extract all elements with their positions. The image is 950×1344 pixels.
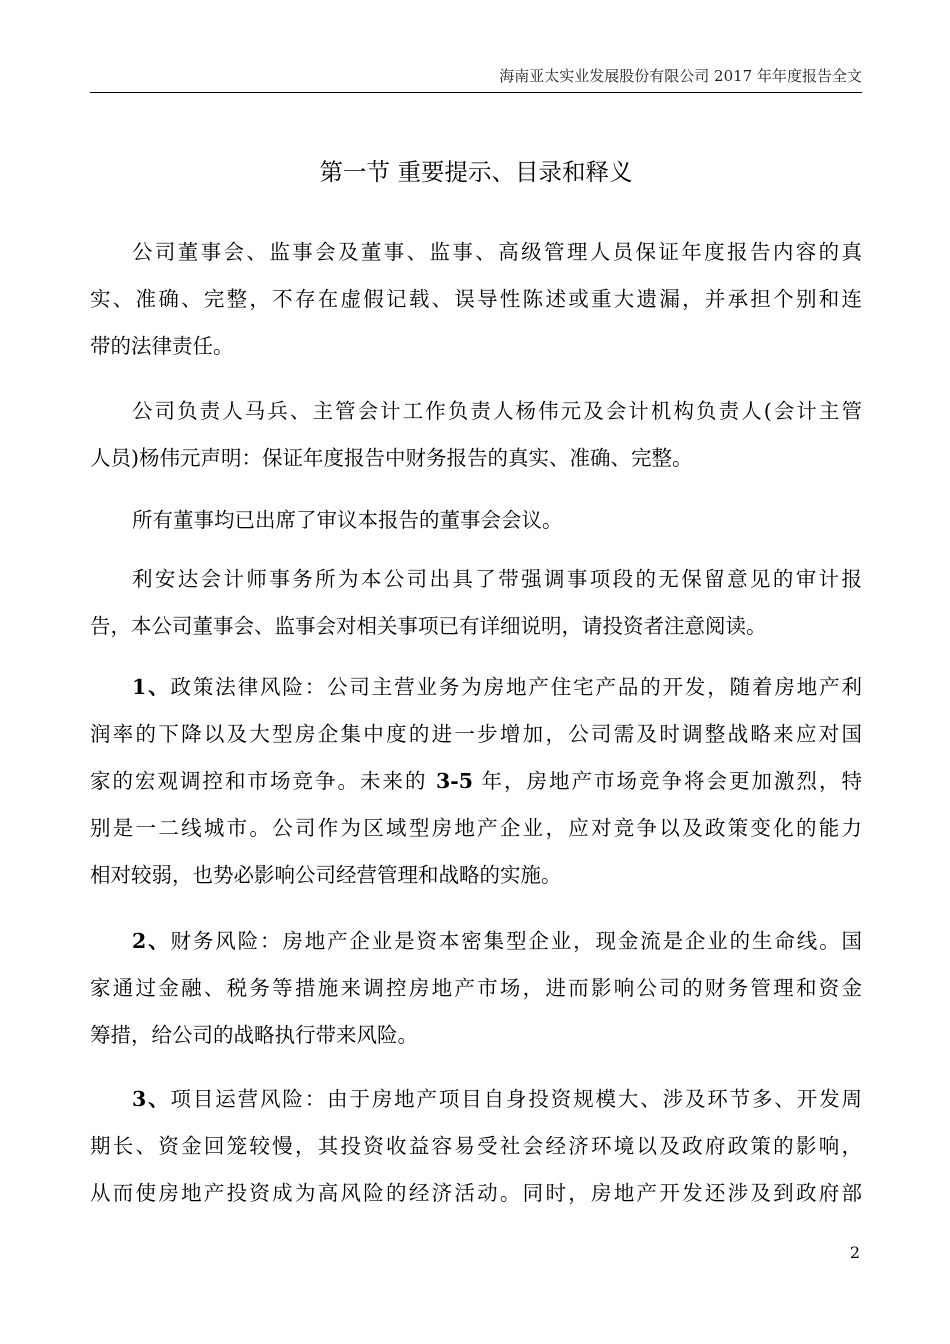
text-line: 实、准确、完整，不存在虚假记载、误导性陈述或重大遗漏，并承担个别和连 — [90, 287, 862, 311]
text-line: 所有董事均已出席了审议本报告的董事会会议。 — [132, 508, 563, 532]
paragraph-board-guarantee — [90, 229, 862, 370]
text-line — [90, 664, 862, 711]
text-line: 从而使房地产投资成为高风险的经济活动。同时，房地产开发还涉及到政府部 — [90, 1181, 862, 1205]
text-line: 公司负责人马兵、主管会计工作负责人杨伟元及会计机构负责人(会计主管 — [132, 399, 862, 423]
text-line: 润率的下降以及大型房企集中度的进一步增加，公司需及时调整战略来应对国 — [90, 722, 862, 746]
text-fragment: 家的宏观调控和市场竞争。未来的 — [90, 769, 436, 793]
page-header — [90, 64, 862, 93]
text-line — [90, 1076, 862, 1123]
text-line: 带的法律责任。 — [90, 334, 234, 358]
years-range: 3-5 — [435, 769, 474, 793]
paragraph-directors-attendance — [90, 497, 862, 544]
text-line — [90, 758, 862, 805]
text-line: 公司董事会、监事会及董事、监事、高级管理人员保证年度报告内容的真 — [132, 240, 862, 264]
section-title: 第一节 重要提示、目录和释义 — [319, 158, 633, 186]
text-line — [90, 918, 862, 965]
text-line: 利安达会计师事务所为本公司出具了带强调事项段的无保留意见的审计报 — [132, 567, 862, 591]
text-line: 人员)杨伟元声明：保证年度报告中财务报告的真实、准确、完整。 — [90, 446, 693, 470]
text-fragment: 年，房地产市场竞争将会更加激烈，特 — [473, 769, 863, 793]
risk-number: 1、 — [132, 675, 171, 699]
page-number: 2 — [849, 1243, 860, 1262]
text-line: 家通过金融、税务等措施来调控房地产市场，进而影响公司的财务管理和资金 — [90, 976, 862, 1000]
text-line: 相对较弱，也势必影响公司经营管理和战略的实施。 — [90, 863, 562, 887]
risk-text: 项目运营风险：由于房地产项目自身投资规模大、涉及环节多、开发周 — [170, 1087, 862, 1111]
risk-text: 财务风险：房地产企业是资本密集型企业，现金流是企业的生命线。国 — [170, 929, 862, 953]
risk-number: 3、 — [132, 1087, 171, 1111]
paragraph-responsible-persons — [90, 388, 862, 482]
header-title: 海南亚太实业发展股份有限公司 2017 年年度报告全文 — [499, 67, 862, 85]
text-line: 期长、资金回笼较慢，其投资收益容易受社会经济环境以及政府政策的影响， — [90, 1134, 862, 1158]
text-line: 筹措，给公司的战略执行带来风险。 — [90, 1023, 418, 1047]
paragraph-policy-legal-risk — [90, 664, 862, 899]
paragraph-financial-risk — [90, 918, 862, 1059]
paragraph-audit-opinion — [90, 556, 862, 650]
risk-number: 2、 — [132, 929, 171, 953]
paragraph-operation-risk — [90, 1076, 862, 1217]
text-line: 告，本公司董事会、监事会对相关事项已有详细说明，请投资者注意阅读。 — [90, 614, 767, 638]
risk-text: 政策法律风险：公司主营业务为房地产住宅产品的开发，随着房地产利 — [170, 675, 862, 699]
text-line: 别是一二线城市。公司作为区域型房地产企业，应对竞争以及政策变化的能力 — [90, 816, 862, 840]
